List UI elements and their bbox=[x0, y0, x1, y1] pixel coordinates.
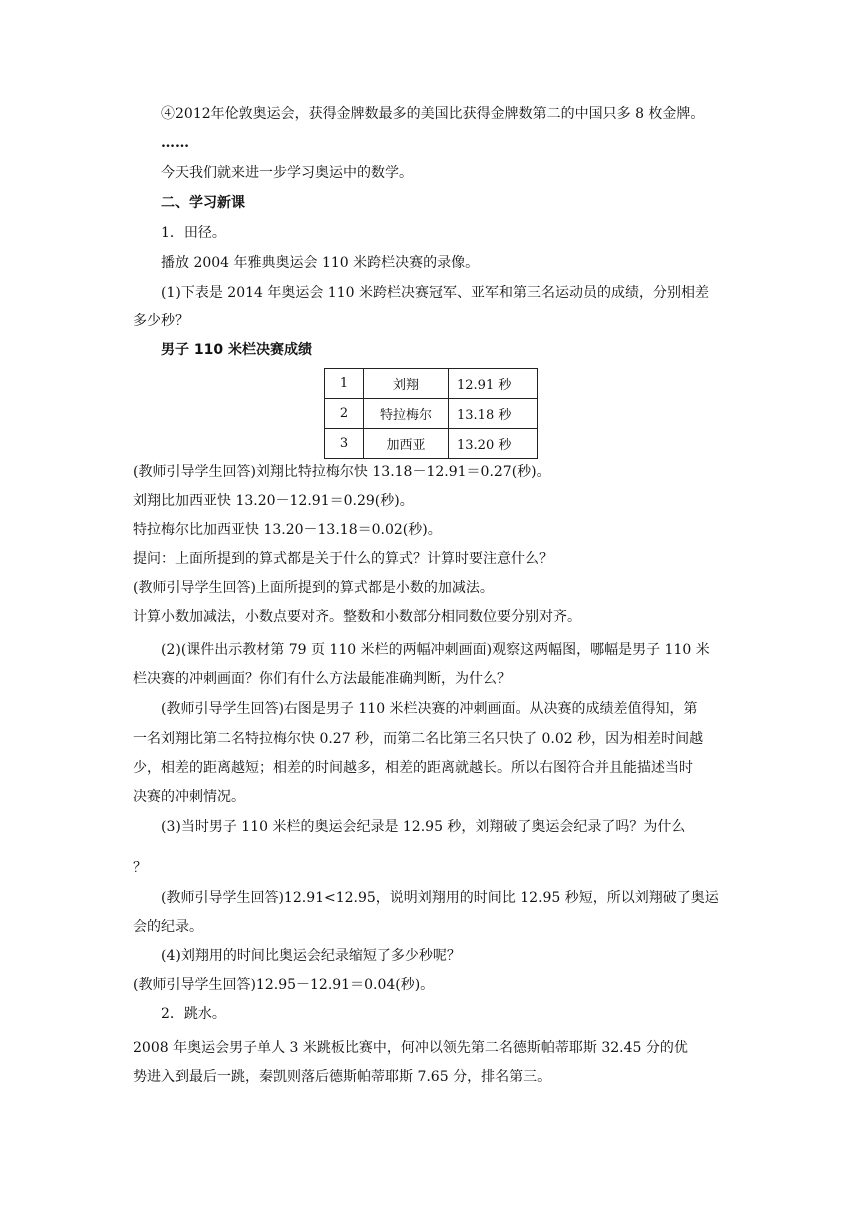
paragraph-line: 播放 2004 年雅典奥运会 110 米跨栏决赛的录像。 bbox=[161, 255, 480, 271]
section-heading: 二、学习新课 bbox=[161, 195, 245, 211]
answer-line: (教师引导学生回答)上面所提到的算式都是小数的加减法。 bbox=[133, 580, 494, 596]
table-row bbox=[325, 369, 538, 399]
question-line: 提问：上面所提到的算式都是关于什么的算式？计算时要注意什么？ bbox=[133, 551, 553, 567]
question-line: (2)(课件出示教材第 79 页 110 米栏的两幅冲刺画面)观察这两幅图，哪幅是男子 110 米 bbox=[161, 642, 710, 658]
time-cell: 13.20 秒 bbox=[449, 429, 538, 459]
paragraph-line: 势进入到最后一跳，秦凯则落后德斯帕蒂耶斯 7.65 分，排名第三。 bbox=[133, 1069, 552, 1085]
table-row bbox=[325, 429, 538, 459]
time-cell: 12.91 秒 bbox=[449, 369, 538, 399]
answer-line: (教师引导学生回答)12.91<12.95，说明刘翔用的时间比 12.95 秒短，所以刘翔破了奥运 bbox=[161, 890, 719, 906]
table-row bbox=[325, 399, 538, 429]
time-cell: 13.18 秒 bbox=[449, 399, 538, 429]
paragraph-line: 今天我们就来进一步学习奥运中的数学。 bbox=[161, 165, 413, 181]
results-table bbox=[324, 368, 538, 459]
rank-cell: 2 bbox=[325, 399, 364, 429]
answer-line: 刘翔比加西亚快 13.20－12.91＝0.29(秒)。 bbox=[133, 493, 414, 509]
question-line: 栏决赛的冲刺画面？你们有什么方法最能准确判断，为什么？ bbox=[133, 671, 511, 687]
answer-line: (教师引导学生回答)刘翔比特拉梅尔快 13.18－12.91＝0.27(秒)。 bbox=[133, 464, 551, 480]
rank-cell: 3 bbox=[325, 429, 364, 459]
table-title: 男子 110 米栏决赛成绩 bbox=[161, 342, 312, 358]
athlete-name-cell: 加西亚 bbox=[364, 429, 449, 459]
paragraph-line: 2008 年奥运会男子单人 3 米跳板比赛中，何冲以领先第二名德斯帕蒂耶斯 32.45 分的优 bbox=[133, 1040, 688, 1056]
answer-line: (教师引导学生回答)12.95－12.91＝0.04(秒)。 bbox=[133, 977, 435, 993]
question-line: (1)下表是 2014 年奥运会 110 米跨栏决赛冠军、亚军和第三名运动员的成绩，分别相差 bbox=[161, 285, 709, 301]
answer-line: 特拉梅尔比加西亚快 13.20－13.18＝0.02(秒)。 bbox=[133, 522, 442, 538]
question-line: (4)刘翔用的时间比奥运会纪录缩短了多少秒呢？ bbox=[161, 948, 461, 964]
answer-line: 决赛的冲刺情况。 bbox=[133, 789, 245, 805]
question-line: (3)当时男子 110 米栏的奥运会纪录是 12.95 秒，刘翔破了奥运会纪录了吗？为什么 bbox=[161, 819, 686, 835]
subsection-heading: 1．田径。 bbox=[161, 225, 226, 241]
question-line: ？ bbox=[133, 860, 147, 876]
answer-line: (教师引导学生回答)右图是男子 110 米栏决赛的冲刺画面。从决赛的成绩差值得知，第 bbox=[161, 701, 698, 717]
rank-cell: 1 bbox=[325, 369, 364, 399]
ellipsis-line: …… bbox=[161, 135, 189, 151]
answer-line: 一名刘翔比第二名特拉梅尔快 0.27 秒，而第二名比第三名只快了 0.02 秒，因为相差时间越 bbox=[133, 731, 704, 747]
paragraph-line: ④2012年伦敦奥运会，获得金牌数最多的美国比获得金牌数第二的中国只多 8 枚金牌。 bbox=[161, 106, 705, 122]
question-line: 多少秒？ bbox=[133, 313, 189, 329]
athlete-name-cell: 刘翔 bbox=[364, 369, 449, 399]
subsection-heading: 2．跳水。 bbox=[161, 1006, 226, 1022]
paragraph-line: 计算小数加减法，小数点要对齐。整数和小数部分相同数位要分别对齐。 bbox=[133, 609, 581, 625]
answer-line: 会的纪录。 bbox=[133, 919, 203, 935]
answer-line: 少，相差的距离越短；相差的时间越多，相差的距离就越长。所以右图符合并且能描述当时 bbox=[133, 760, 693, 776]
athlete-name-cell: 特拉梅尔 bbox=[364, 399, 449, 429]
